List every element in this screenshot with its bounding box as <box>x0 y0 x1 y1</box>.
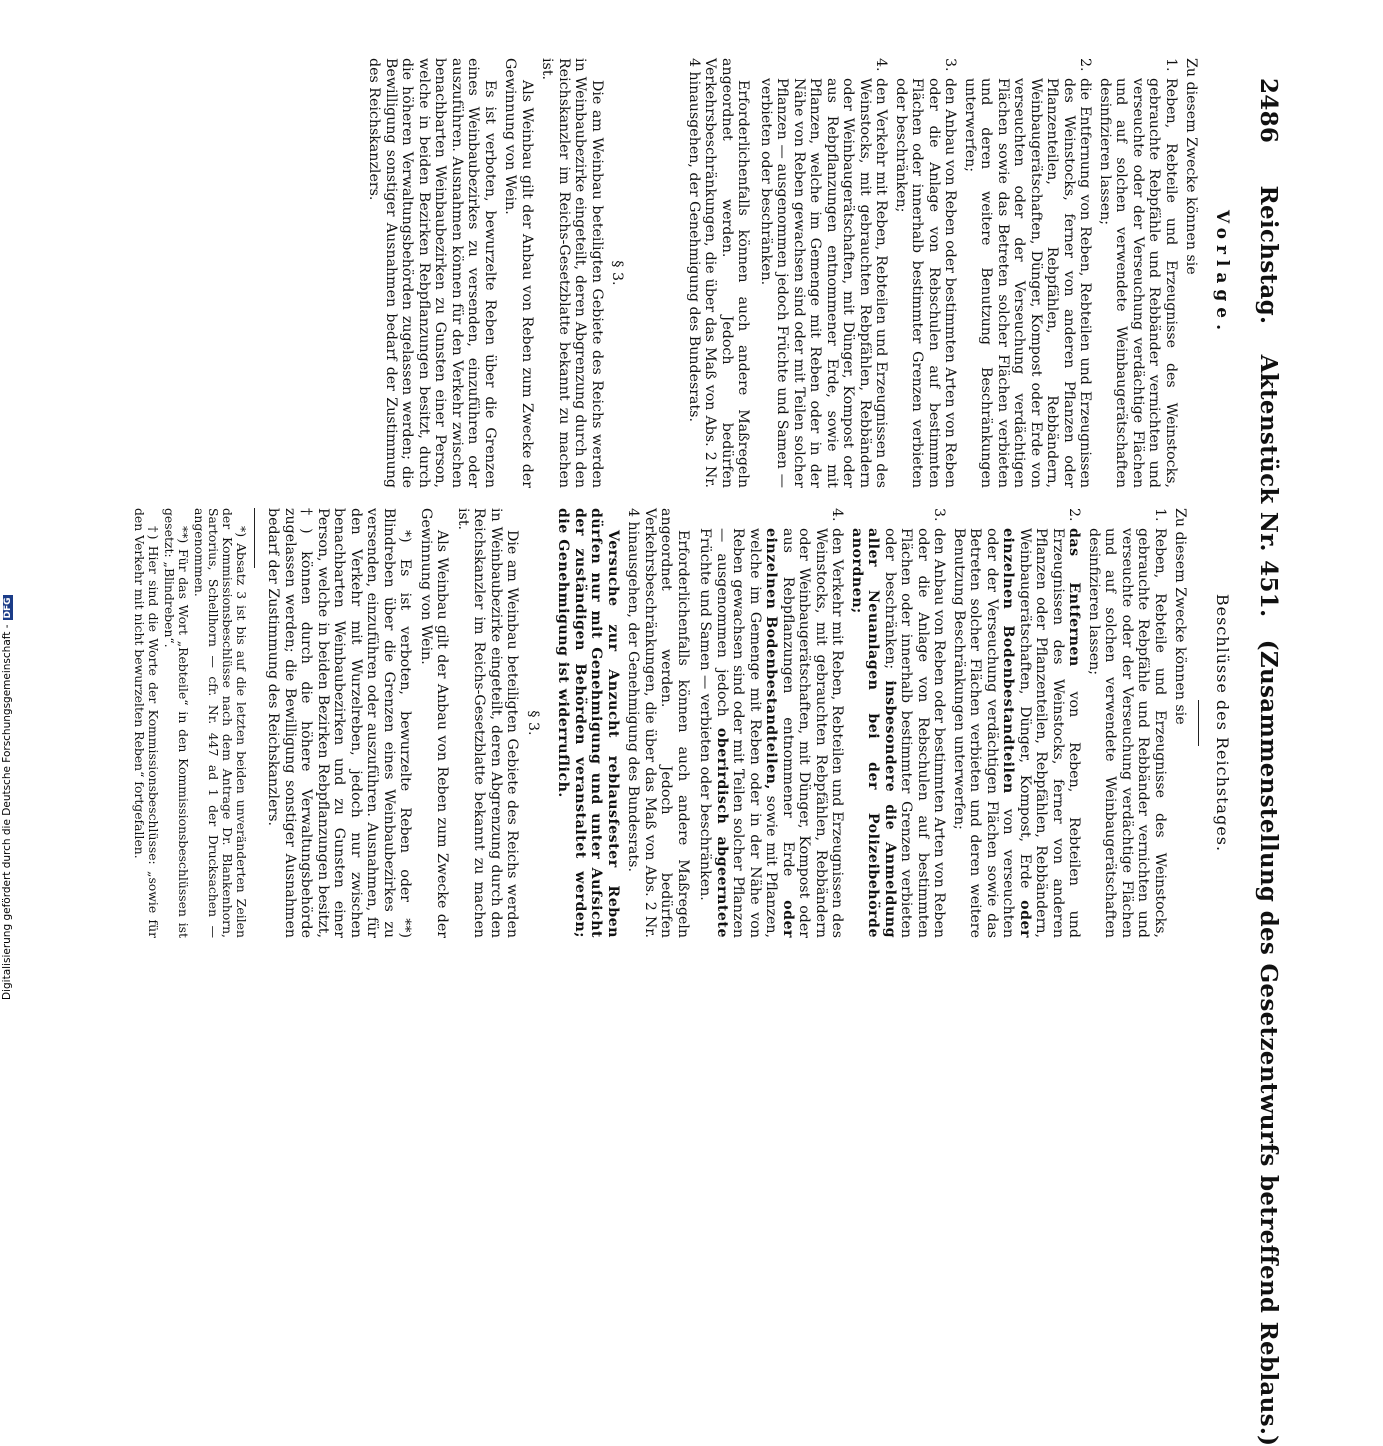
item-text-part: den Anbau von Reben oder bestimmten Arten von Reben oder die Anlage von Rebschulen auf bestimmten Flächen oder innerhalb bestimmter Grenzen verbieten oder beschränken; <box>882 528 948 938</box>
vorlage-column <box>362 58 1230 488</box>
item-text-part: von Reben, Rebteilen und Erzeugnissen des Weinstocks, ferner von anderen Pflanzen oder Pflanzenteilen, Rebpfählen, Rebbändern, Weinbaugerätschaften, Dünger, Kompost, Erde <box>1017 528 1083 939</box>
section-paragraph: *) Es ist verboten, bewurzelte Reben oder **) Blindreben über die Grenzen eines Weinbaubezirkes zu versenden, einzuführen oder auszuführen. Ausnahmen, für den Verkehr mit Wurzelreben, jedoch nur zwischen benachbarten Weinbaubezirken und zu Gunsten einer Person, welche in beiden Bezirken Rebpflanzungen besitzt, †) können durch die höhere Verwaltungsbehörde zugelassen werden; die Bewilligung sonstiger Ausnahmen bedarf der Zustimmung des Reichskanzlers. <box>265 508 414 938</box>
item-number: 2. <box>1066 508 1083 522</box>
section-mark: § 3. <box>525 710 541 736</box>
item-text: die Entfernung von Reben, Rebteilen und Erzeugnissen des Weinstocks, ferner von anderen Pflanzen oder Pflanzenteilen, Rebpfählen, Rebbändern, Weinbaugerätschaften, Dünger, Kompost oder Erde von verseuchten oder der Verseuchung verdächtigen Flächen sowie das Betreten solcher Flächen verbieten und deren weitere Benutzung Beschränkungen unterwerfen; <box>962 78 1094 488</box>
amended-text: insbesondere die Anmeldung aller Neuanlagen bei der Polizeibehörde anordnen; <box>849 528 898 938</box>
footnotes <box>132 508 255 938</box>
list-item <box>758 58 890 488</box>
amended-text: oder einzelnen Bodenbestandteilen, <box>763 528 796 938</box>
amended-paragraph <box>555 508 621 938</box>
list-item <box>697 508 846 938</box>
section-paragraph: Es ist verboten, bewurzelte Reben über die Grenzen eines Weinbaubezirkes zu versenden, einzuführen oder auszuführen. Ausnahmen können für den Verkehr zwischen benachbarten Weinbaubezirken zu Gunsten einer Person, welche in beiden Bezirken Rebpflanzungen besitzt, durch die höheren Verwaltungsbehörden zugelassen werden; die Bewilligung sonstiger Ausnahmen bedarf der Zustimmung des Reichskanzlers. <box>366 58 498 488</box>
section-paragraph: Als Weinbau gilt der Anbau von Reben zum Zwecke der Gewinnung von Wein. <box>502 58 535 488</box>
item-text: Reben, Rebteile und Erzeugnisse des Weinstocks, gebrauchte Rebpfähle und Rebbänder vernichten und verseuchte oder der Verseuchung verdächtige Flächen und auf solchen verwendete Weinbaugerätschaften desinfizieren lassen; <box>1097 78 1179 488</box>
item-text <box>697 528 846 938</box>
amended-text: das Entfernen <box>1066 528 1083 667</box>
item-text: Reben, Rebteile und Erzeugnisse des Weinstocks, gebrauchte Rebpfähle und Rebbänder vernichten und verseuchte oder der Verseuchung verdächtige Flächen und auf solchen verwendete Weinbaugerätschaften desinfizieren lassen; <box>1086 528 1168 938</box>
heading-rule <box>1199 700 1200 746</box>
amended-text: oder einzelnen Bodenbestandteilen <box>1000 528 1033 938</box>
measures-paragraph: Erforderlichenfalls können auch andere Maßregeln angeordnet werden. Jedoch bedürfen Verkehrsbeschränkungen, die über das Maß von Abs. 2 Nr. 4 hinausgehen, der Genehmigung des Bundesrats. <box>625 508 691 938</box>
amended-text: Versuche zur Anzucht reblausfester Reben dürfen nur mit Genehmigung und unter Aufsicht der zuständigen Behörden veranstaltet werden; die Genehmigung ist widerruflich. <box>555 508 621 938</box>
section-paragraph: Die am Weinbau beteiligten Gebiete des Reichs werden in Weinbaubezirke eingeteilt, deren Abgrenzung durch den Reichskanzler im Reichs-Gesetzblatte bekannt zu machen ist. <box>455 508 521 938</box>
column-heading-beschluesse: Beschlüsse des Reichstages. <box>1213 593 1232 853</box>
section-paragraph: Die am Weinbau beteiligten Gebiete des Reichs werden in Weinbaubezirke eingeteilt, deren Abgrenzung durch den Reichskanzler im Reichs-Gesetzblatte bekannt zu machen ist. <box>539 58 605 488</box>
item-number: 3. <box>942 58 959 72</box>
intro-text: Zu diesem Zwecke können sie <box>1172 508 1189 725</box>
item-text-part: sowie mit Pflanzen, welche im Gemenge mit Reben oder in der Nähe von Reben gewachsen sind oder mit Teilen solcher Pflanzen — ausgenommen jedoch <box>714 528 780 938</box>
footnote: **) Für das Wort „Rebteile“ in den Kommissionsbeschlüssen ist gesetzt: „Blindreben“. <box>162 508 191 938</box>
item-text: den Verkehr mit Reben, Rebteilen und Erzeugnissen des Weinstocks, mit gebrauchten Rebpfählen, Rebbändern oder Weinbaugerätschaften, mit Dünger, Kompost oder aus Rebpflanzungen entnommener Erde, sowie mit Pflanzen, welche im Gemenge mit Reben oder in der Nähe von Reben gewachsen sind oder mit Teilen solcher Pflanzen — ausgenommen jedoch Früchte und Samen — verbieten oder beschränken. <box>758 78 890 488</box>
section-paragraph: Als Weinbau gilt der Anbau von Reben zum Zwecke der Gewinnung von Wein. <box>418 508 451 938</box>
intro-text: Zu diesem Zwecke können sie <box>1183 58 1200 275</box>
item-text <box>849 528 948 938</box>
dfg-logo: DFG <box>3 597 13 619</box>
list-item <box>1086 508 1169 938</box>
digitization-credit <box>0 0 20 1000</box>
credit-text: Digitalisierung gefördert durch die Deutsche Forschungsgemeinschaft - <box>1 624 13 1000</box>
item-text <box>951 528 1083 938</box>
footnote: †) Hier sind die Worte der Kommissionsbeschlüsse: „sowie für den Verkehr mit nicht bewurzelten Reben“ fortgefallen. <box>132 508 161 938</box>
document-title: (Zusammenstellung des Gesetzentwurfs betreffend Reblaus.) <box>1255 639 1282 1446</box>
list-item <box>849 508 948 938</box>
item-number: 3. <box>931 508 948 522</box>
item-number: 4. <box>829 508 846 522</box>
beschluesse-column <box>130 508 1230 938</box>
item-text: den Anbau von Reben oder bestimmten Arten von Reben oder die Anlage von Rebschulen auf bestimmten Flächen oder innerhalb bestimmter Grenzen verbieten oder beschränken; <box>893 78 959 488</box>
item-number: 4. <box>873 58 890 72</box>
page-number: 2486 <box>1255 78 1282 144</box>
list-item <box>962 58 1094 488</box>
list-item <box>893 58 959 488</box>
publication-name: Reichstag. <box>1255 185 1282 325</box>
list-item <box>951 508 1083 938</box>
measures-paragraph: Erforderlichenfalls können auch andere Maßregeln angeordnet werden. Jedoch bedürfen Verkehrsbeschränkungen, die über das Maß von Abs. 2 Nr. 4 hinausgehen, der Genehmigung des Bundesrats. <box>686 58 752 488</box>
footnote-rule <box>254 508 255 568</box>
item-text-part: Früchte und Samen — verbieten oder beschränken. <box>697 528 714 901</box>
page-header <box>1248 78 1282 1446</box>
item-text-part: von verseuchten oder der Verseuchung verdächtigen Flächen sowie das Betreten solcher Flächen verbieten und deren weitere Benutzung Beschränkungen unterwerfen; <box>951 528 1017 938</box>
credit-line <box>1 0 13 1000</box>
column-heading-vorlage: Vorlage. <box>1212 209 1232 337</box>
list-item <box>1097 58 1180 488</box>
document-number: Aktenstück Nr. 451. <box>1255 354 1282 618</box>
amended-text: oberirdisch abgeerntete <box>714 727 730 938</box>
item-text-part: den Verkehr mit Reben, Rebteilen und Erzeugnissen des Weinstocks, mit gebrauchten Rebpfählen, Rebbändern oder Weinbaugerätschaften, mit Dünger, Kompost oder aus Rebpflanzungen entnommener Erde <box>780 528 846 938</box>
item-number: 2. <box>1077 58 1094 72</box>
item-number: 1. <box>1163 58 1179 72</box>
item-number: 1. <box>1152 508 1168 522</box>
footnote: *) Absatz 3 ist bis auf die letzten beiden unveränderten Zeilen der Kommissionsbeschlüsse nach dem Antrage Dr. Blankenhorn, Sartorius, Schellhorn — cfr. Nr. 447 ad 1 der Drucksachen — angenommen. <box>192 508 249 938</box>
section-mark: § 3. <box>609 260 626 286</box>
